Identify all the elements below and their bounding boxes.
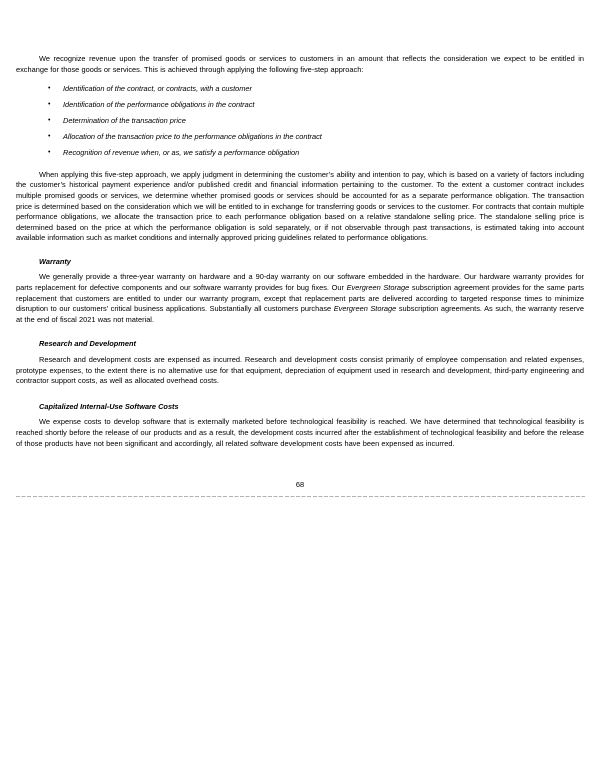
revenue-judgment-paragraph: When applying this five-step approach, we apply judgment in determining the customer’s ability and intention to pay, which is based on a variety of factors including the customer’s historical payment experience and/or published credit and financial information pertaining to the customer. To the extent a customer contract includes multiple promised goods or services, we determine whether promised goods or services should be accounted for as a separate performance obligation. The transaction price is determined based on the consideration which we will be entitled to in exchange for transferring goods or services to the customer. For contracts that contain multiple performance obligations, we allocate the transaction price to each performance obligation based on a relative standalone selling price. The standalone selling price is determined based on the price at which the performance obligation is sold separately, or if not observable through past transactions, is estimated taking into account available information such as market conditions and internally approved pricing guidelines related to performance obligations. bbox=[16, 169, 584, 243]
section-heading-research-and-development: Research and Development bbox=[39, 339, 136, 349]
bullet-icon: • bbox=[48, 133, 51, 141]
list-item bbox=[16, 148, 584, 159]
warranty-paragraph: We generally provide a three-year warranty on hardware and a 90-day warranty on our software embedded in the hardware. Our hardware warranty provides for parts replacement for defective components and our software warranty provides for bug fixes. Our Evergreen Storage subscription agreement provides for the same parts replacement that customers are entitled to under our warranty program, except that replacement parts are delivered according to targeted response times to minimize disruption to our customers’ critical business applications. Substantially all customers purchase Evergreen Storage subscription agreements. As such, the warranty reserve at the end of fiscal 2021 was not material. bbox=[16, 272, 584, 324]
list-item bbox=[16, 132, 584, 143]
bullet-icon: • bbox=[48, 85, 51, 93]
list-item bbox=[16, 116, 584, 127]
revenue-intro-paragraph: We recognize revenue upon the transfer of promised goods or services to customers in an amount that reflects the consideration we expect to be entitled in exchange for those goods or services. This is achieved through applying the following five-step approach: bbox=[16, 54, 584, 74]
list-item bbox=[16, 84, 584, 95]
section-heading-capitalized-software: Capitalized Internal-Use Software Costs bbox=[39, 401, 179, 411]
research-development-paragraph: Research and development costs are expensed as incurred. Research and development costs consist primarily of employee compensation and related expenses, prototype expenses, to the extent there is no alternative use for that equipment, depreciation of equipment used in research and development, third-party engineering and contractor support costs, as well as allocated overhead costs. bbox=[16, 355, 584, 386]
section-heading-warranty: Warranty bbox=[39, 256, 71, 266]
list-item-text: Identification of the contract, or contracts, with a customer bbox=[63, 84, 252, 94]
bullet-icon: • bbox=[48, 117, 51, 125]
bullet-icon: • bbox=[48, 101, 51, 109]
list-item-text: Identification of the performance obligations in the contract bbox=[63, 100, 255, 110]
list-item-text: Allocation of the transaction price to the performance obligations in the contract bbox=[63, 132, 322, 142]
list-item-text: Determination of the transaction price bbox=[63, 116, 186, 126]
list-item bbox=[16, 100, 584, 111]
page-number: 68 bbox=[295, 480, 305, 489]
list-item-text: Recognition of revenue when, or as, we satisfy a performance obligation bbox=[63, 148, 300, 158]
bullet-icon: • bbox=[48, 149, 51, 157]
five-step-approach-list bbox=[16, 84, 584, 159]
capitalized-software-paragraph: We expense costs to develop software that is externally marketed before technological feasibility is reached. We have determined that technological feasibility is reached shortly before the release of our products and as a result, the development costs incurred after the establishment of technological feasibility and before the release of those products have not been significant and accordingly, all related software development costs have been expensed as incurred. bbox=[16, 417, 584, 448]
footer-divider bbox=[16, 496, 585, 497]
